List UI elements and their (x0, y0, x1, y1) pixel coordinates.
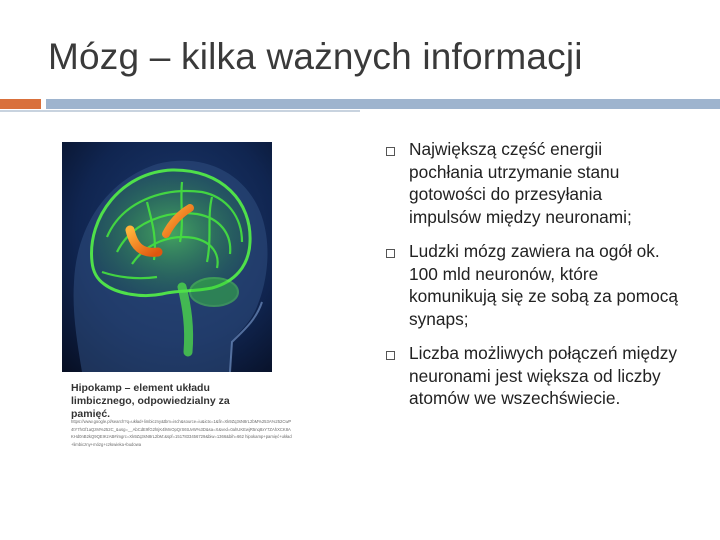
accent-bar-blue (46, 99, 720, 109)
figure-source-url: https://www.google.pl/search?q=układ+limbiczny&tbm=isch&source=iu&ictx=1&fir=Xk9Zq3sN8rL2bM%253A%252CwP4tY7hGf1aQzM%252C_&usg=__AbCdE9fG2hIjK4lMnOpQrS6tUvW%3D&sa=X&ved=0ahUKEwjR5nq8xY7ZAhXCK8AKHd0nB2kQ9QEIKzAB#imgrc=Xk9Zq3sN8rL2bM:&spf=1517833456729&biw=1366&bih=662 hipokamp+pamięć+układ+limbiczny+mózg+człowieka+budowa (71, 419, 292, 447)
hollow-square-icon (386, 249, 395, 258)
slide-title: Mózg – kilka ważnych informacji (48, 36, 583, 77)
hollow-square-icon (386, 147, 395, 156)
brain-image (62, 142, 272, 372)
bullet-text: Liczba możliwych połączeń między neuronami jest większa od liczby atomów we wszechświecie. (409, 343, 677, 408)
bullet-list (378, 138, 678, 422)
bullet-text: Ludzki mózg zawiera na ogół ok. 100 mld neuronów, które komunikują się ze sobą za pomocą synaps; (409, 241, 678, 329)
hippocampus-figure (62, 142, 362, 462)
bullet-item (378, 138, 678, 228)
hollow-square-icon (386, 351, 395, 360)
bullet-item (378, 342, 678, 410)
accent-underline (0, 110, 360, 112)
figure-caption: Hipokamp – element układu limbicznego, odpowiedzialny za pamięć. (71, 382, 230, 420)
bullet-item (378, 240, 678, 330)
accent-bar-orange (0, 99, 41, 109)
bullet-text: Największą część energii pochłania utrzymanie stanu gotowości do przesyłania impulsów między neuronami; (409, 139, 632, 227)
